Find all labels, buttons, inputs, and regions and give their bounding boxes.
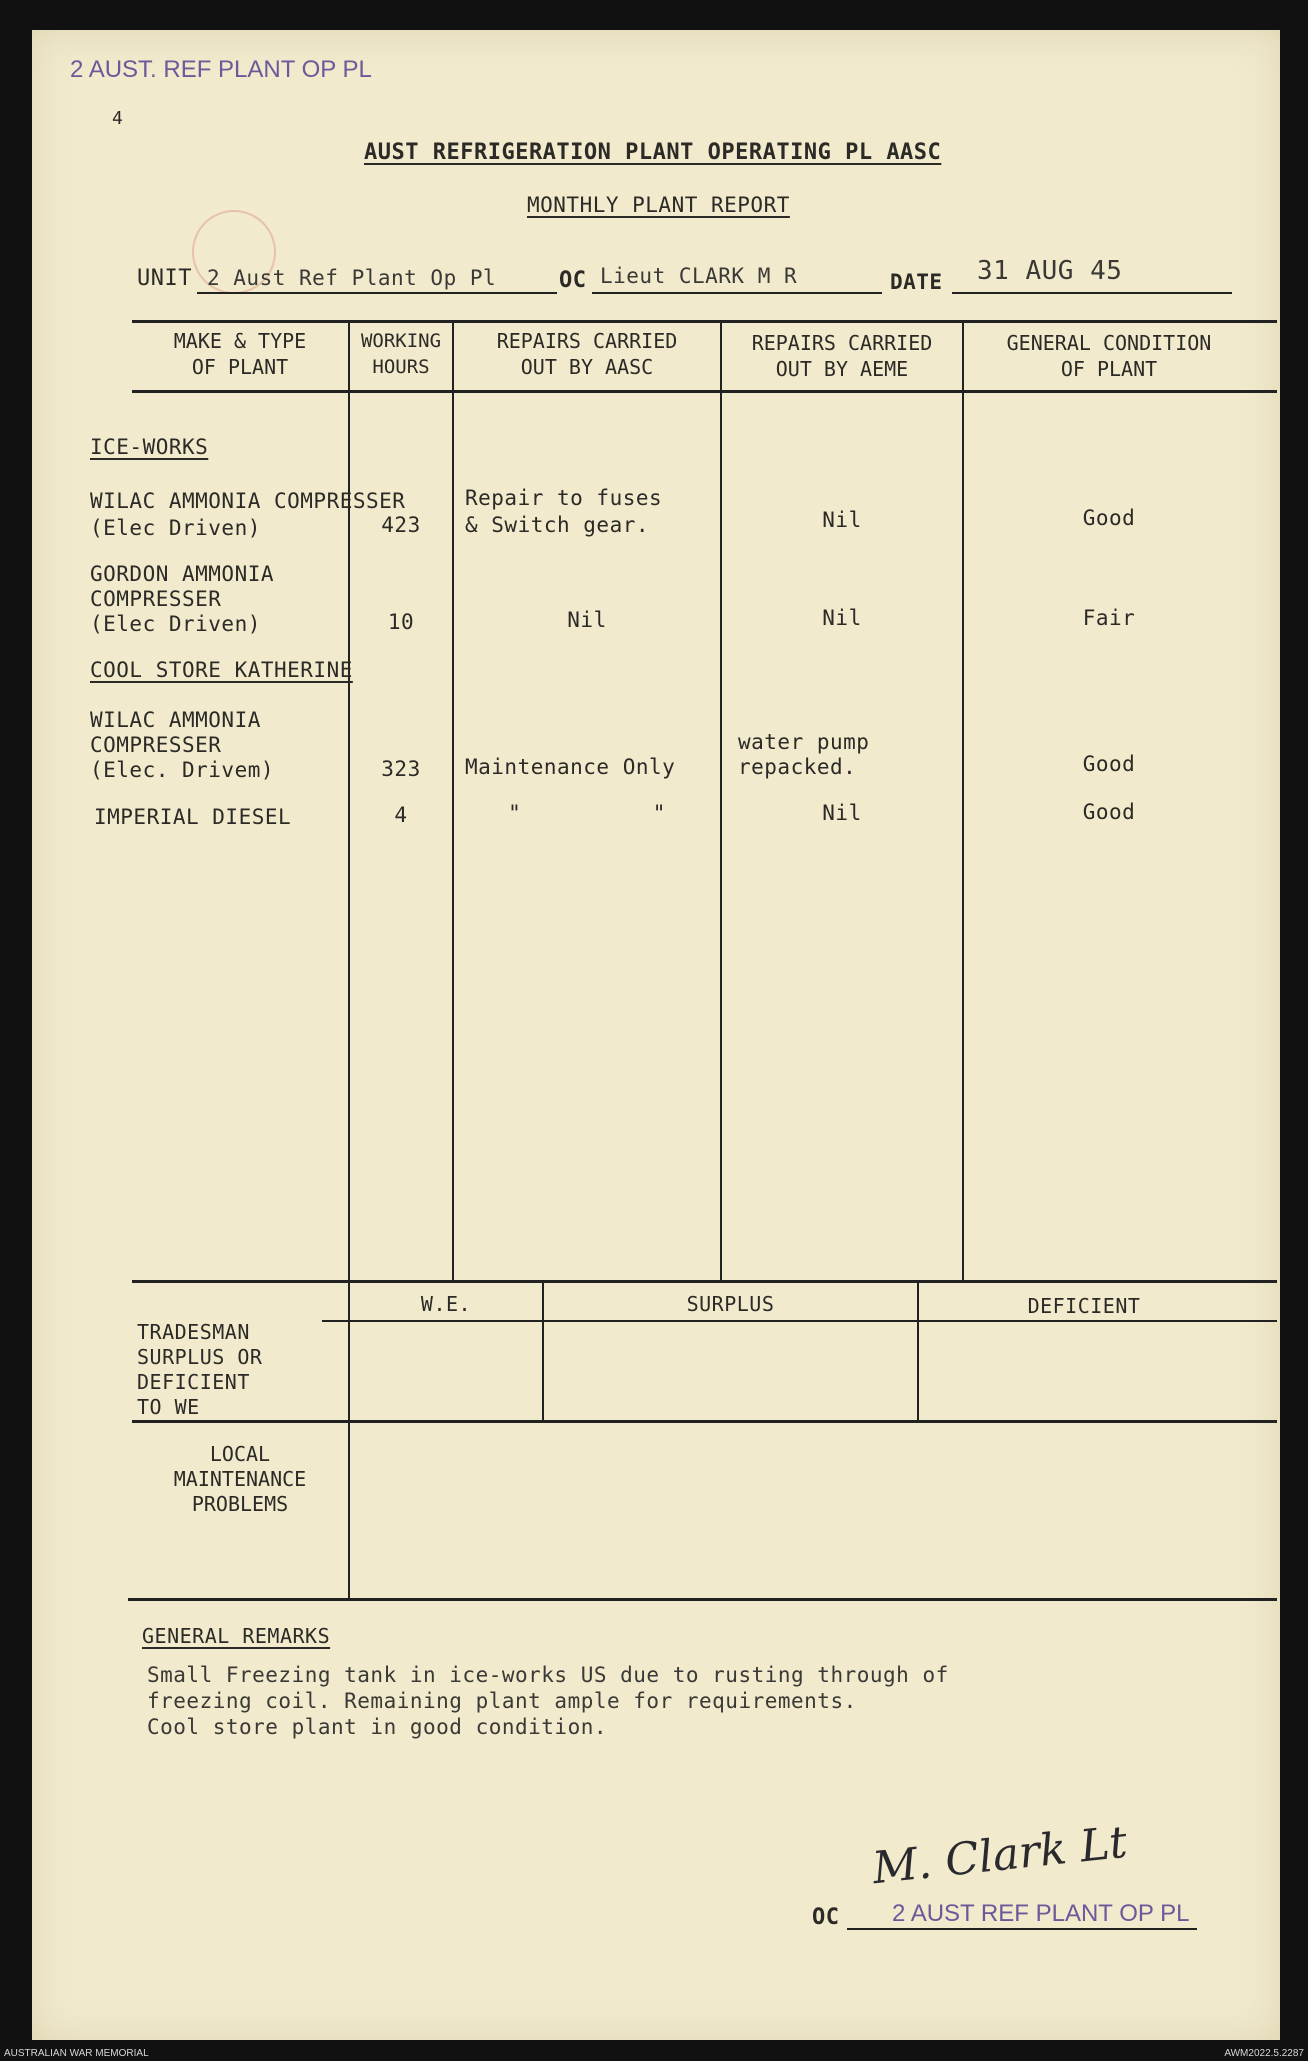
row4-aeme: Nil (822, 801, 862, 825)
row1-hours: 423 (381, 513, 421, 537)
row3-plant: WILAC AMMONIA COMPRESSER (Elec. Drivem) (90, 708, 275, 782)
row3-condition: Good (1082, 752, 1136, 776)
row2-aeme: Nil (822, 606, 862, 630)
unit-label: UNIT (137, 266, 192, 291)
row4-condition: Good (1082, 800, 1136, 824)
row2-condition: Fair (1082, 606, 1136, 630)
row3-aasc: Maintenance Only (465, 755, 676, 779)
row4-plant: IMPERIAL DIESEL (94, 805, 292, 829)
header-repairs-aasc: REPAIRS CARRIED OUT BY AASC (496, 329, 678, 379)
row4-hours: 4 (394, 803, 408, 827)
oc-footer-label: OC (812, 1905, 840, 1930)
row2-plant: GORDON AMMONIA COMPRESSER (Elec Driven) (90, 562, 275, 636)
report-title: AUST REFRIGERATION PLANT OPERATING PL AASC (364, 140, 942, 165)
oc-value: Lieut CLARK M R (600, 264, 798, 288)
unit-stamp: 2 AUST. REF PLANT OP PL (70, 56, 372, 83)
row1-aasc: Repair to fuses & Switch gear. (465, 486, 663, 537)
tradesman-we-header: W.E. (420, 1292, 472, 1316)
general-remarks-label: GENERAL REMARKS (142, 1624, 331, 1648)
tradesman-surplus-header: SURPLUS (686, 1292, 775, 1316)
section-cool-store: COOL STORE KATHERINE (90, 658, 353, 682)
row2-hours: 10 (387, 610, 415, 634)
section-ice-works: ICE-WORKS (90, 435, 209, 459)
date-label: DATE (890, 270, 943, 294)
header-working-hours: WORKING HOURS (360, 330, 442, 378)
report-subtitle: MONTHLY PLANT REPORT (527, 193, 790, 217)
row3-aeme: water pump repacked. (738, 730, 870, 779)
oc-footer-stamp: 2 AUST REF PLANT OP PL (892, 1900, 1190, 1927)
signature: M. Clark Lt (870, 1816, 1130, 1895)
row3-hours: 323 (381, 757, 421, 781)
row1-plant: WILAC AMMONIA COMPRESSER (Elec Driven) (90, 489, 406, 540)
header-make-type: MAKE & TYPE OF PLANT (173, 329, 307, 379)
date-value: 31 AUG 45 (977, 256, 1123, 286)
header-repairs-aeme: REPAIRS CARRIED OUT BY AEME (751, 331, 933, 381)
row1-condition: Good (1082, 506, 1136, 530)
unit-value: 2 Aust Ref Plant Op Pl (207, 266, 497, 290)
footer-reference: AWM2022.5.2287 (1224, 2048, 1304, 2059)
header-general-condition: GENERAL CONDITION OF PLANT (1006, 331, 1212, 381)
row1-aeme: Nil (822, 508, 862, 532)
oc-label: OC (559, 268, 587, 293)
footer-source: AUSTRALIAN WAR MEMORIAL (4, 2048, 149, 2059)
tradesman-label: TRADESMAN SURPLUS OR DEFICIENT TO WE (137, 1320, 263, 1419)
document-page (32, 30, 1280, 2040)
row2-aasc: Nil (567, 608, 607, 632)
local-maintenance-label: LOCAL MAINTENANCE PROBLEMS (173, 1442, 307, 1516)
tradesman-deficient-header: DEFICIENT (1027, 1294, 1141, 1318)
row4-aasc: " " (508, 801, 666, 825)
corner-mark: 4 (112, 108, 124, 129)
general-remarks-text: Small Freezing tank in ice-works US due to rusting through of freezing coil. Remaining plant ample for requirements. Cool store plant in good condition. (147, 1663, 949, 1739)
